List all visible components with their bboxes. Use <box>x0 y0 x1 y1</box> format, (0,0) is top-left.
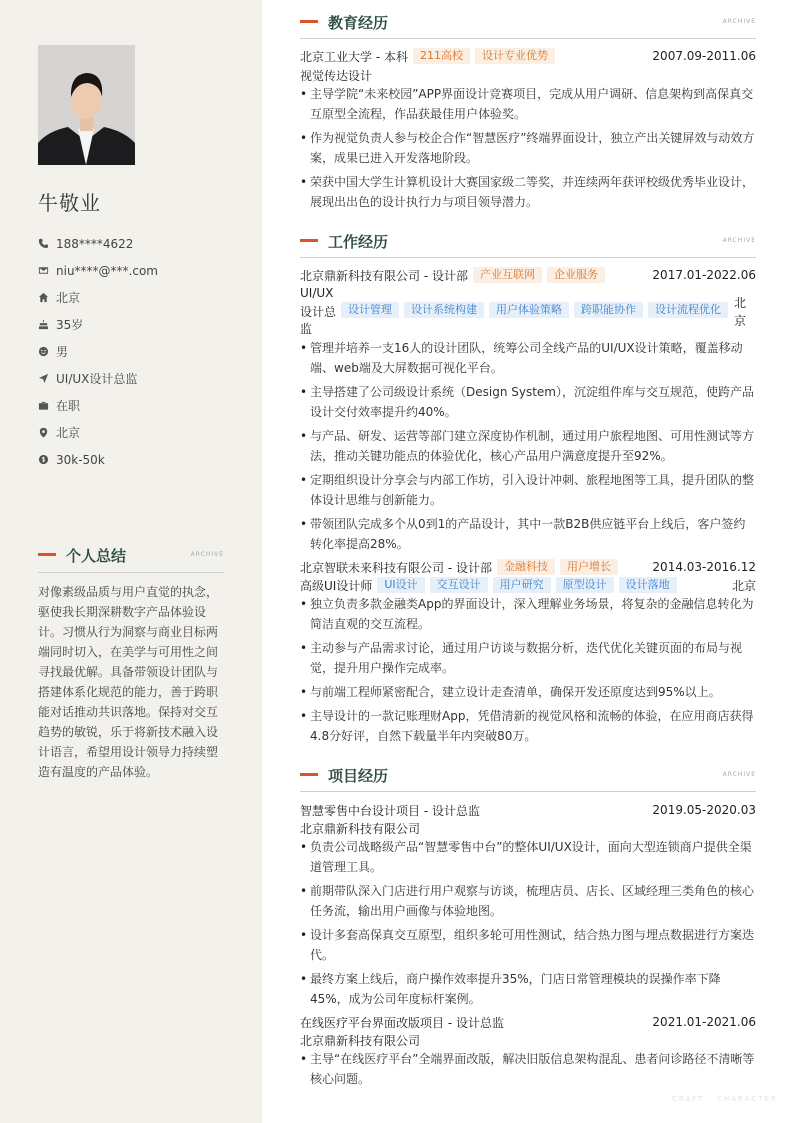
education-bullets <box>300 84 756 216</box>
info-gender-text: 男 <box>56 345 69 359</box>
info-hometown-text: 北京 <box>56 291 81 305</box>
briefcase-icon <box>38 400 49 411</box>
section-accent-bar <box>300 773 318 776</box>
project-2-bullets <box>300 1049 756 1093</box>
skill-tag: 跨职能协作 <box>574 302 643 318</box>
list-item: • 最终方案上线后，商户操作效率提升35%，门店日常管理模块的误操作率下降45%，成为公司年度标杆案例。 <box>300 969 756 1009</box>
skill-tag: UI设计 <box>377 577 424 593</box>
info-phone <box>38 230 158 257</box>
education-tag: 211高校 <box>413 48 470 64</box>
job-1-header <box>300 266 756 284</box>
job-1-bullets <box>300 338 756 558</box>
job-2-role-row <box>300 576 756 594</box>
job-1-role-line-2: 设计总 <box>300 305 337 319</box>
skill-tag: 设计管理 <box>341 302 399 318</box>
page-watermark: CRAFT · CHARACTER <box>672 1095 778 1103</box>
work-title: 工作经历 <box>328 233 389 251</box>
education-tag: 设计专业优势 <box>475 48 555 64</box>
projects-section-header <box>300 764 756 792</box>
candidate-name: 牛敬业 <box>38 191 101 215</box>
skill-tag: 原型设计 <box>556 577 614 593</box>
job-2-company: 北京智联未来科技有限公司 - 设计部 <box>300 560 492 575</box>
list-item: • 带领团队完成多个从0到1的产品设计，其中一款B2B供应链平台上线后，客户签约转化率提高28%。 <box>300 514 756 554</box>
job-1-city-line-2: 京 <box>734 314 747 328</box>
project-1-company: 北京鼎新科技有限公司 <box>300 822 421 836</box>
skill-tag: 设计系统构建 <box>404 302 484 318</box>
education-date: 2007.09-2011.06 <box>652 49 756 63</box>
home-icon <box>38 292 49 303</box>
project-2-name: 在线医疗平台界面改版项目 - 设计总监 <box>300 1015 504 1030</box>
skill-tag: 交互设计 <box>430 577 488 593</box>
list-item: • 与前端工程师紧密配合，建立设计走查清单，确保开发还原度达到95%以上。 <box>300 682 756 702</box>
education-entry-header <box>300 47 756 65</box>
job-1-tag: 企业服务 <box>547 267 605 283</box>
education-section-header <box>300 11 756 39</box>
work-archive-label: ARCHIVE <box>722 237 756 244</box>
list-item: • 主导“在线医疗平台”全端界面改版，解决旧版信息架构混乱、患者问诊路径不清晰等核心问题。 <box>300 1049 756 1089</box>
summary-section-header <box>38 545 224 573</box>
skill-tag: 设计流程优化 <box>648 302 728 318</box>
info-position-text: UI/UX设计总监 <box>56 372 138 386</box>
contact-info-list <box>38 230 158 473</box>
education-title: 教育经历 <box>328 14 389 32</box>
list-item: • 主导搭建了公司级设计系统（Design System），沉淀组件库与交互规范，使跨产品设计交付效率提升约40%。 <box>300 382 756 422</box>
gender-icon <box>38 346 49 357</box>
info-age <box>38 311 158 338</box>
phone-icon <box>38 238 49 249</box>
info-email-text: niu****@***.com <box>56 263 158 278</box>
list-item: • 负责公司战略级产品“智慧零售中台”的整体UI/UX设计，面向大型连锁商户提供全渠道管理工具。 <box>300 837 756 877</box>
list-item: • 与产品、研发、运营等部门建立深度协作机制，通过用户旅程地图、可用性测试等方法，推动关键功能点的体验优化，核心产品用户满意度提升至92%。 <box>300 426 756 466</box>
skill-tag: 用户研究 <box>493 577 551 593</box>
info-gender <box>38 338 158 365</box>
section-accent-bar <box>300 239 318 242</box>
job-1-date: 2017.01-2022.06 <box>652 268 756 282</box>
job-2-bullets <box>300 594 756 750</box>
info-status-text: 在职 <box>56 399 81 413</box>
info-phone-text: 188****4622 <box>56 236 134 251</box>
list-item: • 独立负责多款金融类App的界面设计，深入理解业务场景，将复杂的金融信息转化为简洁直观的交互流程。 <box>300 594 756 634</box>
mail-icon <box>38 265 49 276</box>
project-2-company: 北京鼎新科技有限公司 <box>300 1034 421 1048</box>
project-1-name: 智慧零售中台设计项目 - 设计总监 <box>300 803 480 818</box>
list-item: • 主导学院“未来校园”APP界面设计竞赛项目，完成从用户调研、信息架构到高保真交互原型全流程，作品获最佳用户体验奖。 <box>300 84 756 124</box>
list-item: • 作为视觉负责人参与校企合作“智慧医疗”终端界面设计，独立产出关键屏效与动效方案，成果已进入开发落地阶段。 <box>300 128 756 168</box>
list-item: • 主动参与产品需求讨论，通过用户访谈与数据分析，迭代优化关键页面的布局与视觉，提升用户操作完成率。 <box>300 638 756 678</box>
cake-icon <box>38 319 49 330</box>
skill-tag: 用户体验策略 <box>489 302 569 318</box>
location-icon <box>38 427 49 438</box>
job-1-role-line-3: 监 <box>300 322 313 336</box>
education-major: 视觉传达设计 <box>300 69 373 83</box>
summary-archive-label: ARCHIVE <box>190 551 224 558</box>
send-icon <box>38 373 49 384</box>
list-item: • 管理并培养一支16人的设计团队，统筹公司全线产品的UI/UX设计策略，覆盖移动端、web端及大屏数据可视化平台。 <box>300 338 756 378</box>
info-city <box>38 419 158 446</box>
summary-text: 对像素级品质与用户直觉的执念，驱使我长期深耕数字产品体验设计。习惯从行为洞察与商业目标两端同时切入，在美学与可用性之间寻找最优解。具备带领设计团队与搭建体系化规范的能力，善于跨职能对话推动共识落地。保持对交互趋势的敏锐，乐于将新技术融入设计语言，希望用设计领导力持续塑造有温度的产品体验。 <box>38 585 219 779</box>
education-archive-label: ARCHIVE <box>722 18 756 25</box>
job-1-tag: 产业互联网 <box>473 267 542 283</box>
projects-archive-label: ARCHIVE <box>722 771 756 778</box>
profile-photo <box>38 45 135 165</box>
info-hometown <box>38 284 158 311</box>
job-1-role-row <box>300 286 756 338</box>
section-accent-bar <box>38 553 56 556</box>
info-status <box>38 392 158 419</box>
list-item: • 主导设计的一款记账理财App，凭借清新的视觉风格和流畅的体验，在应用商店获得4.8分好评，自然下载量半年内突破80万。 <box>300 706 756 746</box>
info-email <box>38 257 158 284</box>
list-item: • 设计多套高保真交互原型，组织多轮可用性测试，结合热力图与埋点数据进行方案迭代。 <box>300 925 756 965</box>
job-2-city: 北京 <box>731 578 756 593</box>
skill-tag: 设计落地 <box>619 577 677 593</box>
job-2-date: 2014.03-2016.12 <box>652 560 756 574</box>
project-1-date: 2019.05-2020.03 <box>652 803 756 817</box>
sidebar <box>0 0 262 1123</box>
info-age-text: 35岁 <box>56 318 84 332</box>
work-section-header <box>300 230 756 258</box>
list-item: • 前期带队深入门店进行用户观察与访谈，梳理店员、店长、区域经理三类角色的核心任务流，输出用户画像与体验地图。 <box>300 881 756 921</box>
job-2-tag: 用户增长 <box>560 559 618 575</box>
project-2-header <box>300 1013 756 1031</box>
salary-icon <box>38 454 49 465</box>
job-2-header <box>300 558 756 576</box>
info-salary <box>38 446 158 473</box>
education-school: 北京工业大学 - 本科 <box>300 49 408 64</box>
info-city-text: 北京 <box>56 426 81 440</box>
project-2-date: 2021.01-2021.06 <box>652 1015 756 1029</box>
section-accent-bar <box>300 20 318 23</box>
list-item: • 定期组织设计分享会与内部工作坊，引入设计冲刺、旅程地图等工具，提升团队的整体设计思维与创新能力。 <box>300 470 756 510</box>
job-2-role: 高级UI设计师 <box>300 578 373 593</box>
list-item: • 荣获中国大学生计算机设计大赛国家级二等奖，并连续两年获评校级优秀毕业设计，展现出出色的设计执行力与项目领导潜力。 <box>300 172 756 212</box>
job-1-city-line-1: 北 <box>734 296 747 310</box>
projects-title: 项目经历 <box>328 767 389 785</box>
project-1-header <box>300 801 756 819</box>
project-1-bullets <box>300 837 756 1013</box>
job-1-skill-tags <box>336 302 728 318</box>
job-1-company: 北京鼎新科技有限公司 - 设计部 <box>300 268 468 283</box>
summary-title: 个人总结 <box>66 547 127 565</box>
job-2-tag: 金融科技 <box>497 559 555 575</box>
info-salary-text: 30k-50k <box>56 452 105 467</box>
info-position <box>38 365 158 392</box>
job-1-role-line-1: UI/UX <box>300 286 334 300</box>
